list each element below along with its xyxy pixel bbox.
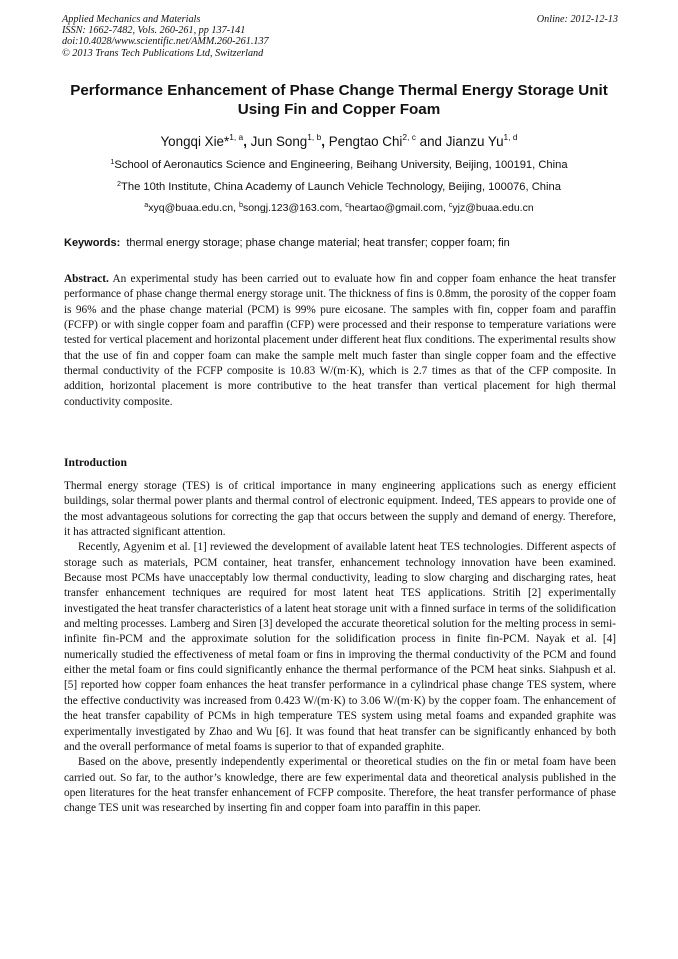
author-separator: , (321, 134, 329, 149)
email-link[interactable]: songj.123@163.com, (242, 202, 346, 214)
copyright-line: © 2013 Trans Tech Publications Ltd, Switzerland (62, 47, 264, 59)
email-link[interactable]: xyq@buaa.edu.cn, (148, 202, 239, 214)
author: Jun Song$^{1, b}$ (250, 132, 322, 149)
author-list (40, 133, 638, 151)
abstract-label: Abstract. (64, 273, 109, 285)
author: Jianzu Yu$^{1, d}$ (445, 132, 518, 149)
keywords-label: Keywords: (64, 237, 121, 249)
paragraph: Recently, Agyenim et al. [1] reviewed the development of available latent heat TES technologies. Different aspects of storage such as materials, PCM container, heat transfer, enhancement technology innovation have been examined. Because most PCMs have unacceptably low thermal conductivity, leading to slow charging and discharging rates, heat transfer enhancement techniques are required for most latent heat TES applications. Stritih [2] experimentally investigated the heat transfer characteristics of a latent heat storage unit with a finned surface in terms of the solidification and melting processes. Lamberg and Siren [3] developed the accurate theoretical solution for the melting process in semi-infinite fin-PCM and the approximate solution for the solidification process in finite fin-PCM. Nayak et al. [4] numerically studied the effectiveness of metal foam or fins in improving the thermal conductivity of the PCM and found either the metal foam or fins could significantly enhance the thermal performance of the PCM heat sinks. Siahpush et al. [5] reported how copper foam enhances the heat transfer performance in a cylindrical phase change TES system, where the effective conductivity was increased from 0.423 W/(m·K) to 3.06 W/(m·K) by the copper foam. The enhancement of the heat transfer capability of PCMs in high temperature TES system using metal foams and expanded graphite was experimentally investigated by Zhao and Wu [6]. It was found that heat transfer can be significantly enhanced by both and the overall performance of metal foams is superior to that of expanded graphite. (64, 541, 616, 753)
journal-name: Applied Mechanics and Materials (62, 14, 201, 25)
publication-header (62, 14, 618, 59)
section-heading-introduction: Introduction (64, 456, 127, 469)
author-separator: , (243, 134, 251, 149)
keywords (64, 236, 616, 250)
paragraph: Based on the above, presently independently experimental or theoretical studies on the fin or metal foam have been carried out. So far, to the author’s knowledge, there are few experimental data and theoretical analysis published in the open literatures for the heat transfer enhancement of FCFP composite. Therefore, the heat transfer performance of phase change TES unit was researched by inserting fin and copper foam into paraffin in this paper. (64, 756, 616, 815)
author-emails: $^a$xyq@buaa.edu.cn, $^b$songj.123@163.com, $^c$heartao@gmail.com, $^c$yjz@buaa.edu.cn (144, 200, 534, 214)
issn-line: ISSN: 1662-7482, Vols. 260-261, pp 137-141 (62, 25, 246, 37)
introduction-body (64, 479, 616, 817)
abstract-text: An experimental study has been carried out to evaluate how fin and copper foam enhance the heat transfer performance of phase change thermal energy storage unit. The thickness of fins is 0.8mm, the porosity of the copper foam is 96% and the phase change material (PCM) is 99% pure eicosane. The samples with fin, copper foam and paraffin (FCFP) or with single copper foam and paraffin (CFP) were processed and their response to temperature variations were tested for vertical placement and horizontal placement under different heat flux conditions. The experimental results show that the use of fin and copper foam can make the sample melt much faster than single copper foam and the effective thermal conductivity of the FCFP composite is 10.83 W/(m·K), which is 2.7 times as that of the CFP composite. In addition, horizontal placement is more contributive to the heat transfer than vertical placement for high thermal conductivity composite. (64, 273, 617, 408)
paper-title: Performance Enhancement of Phase Change Thermal Energy Storage Unit Using Fin and Copper Foam (70, 82, 608, 118)
affiliation-2: $^2$The 10th Institute, China Academy of Launch Vehicle Technology, Beijing, 100076, China (117, 179, 561, 193)
doi-line: doi:10.4028/www.scientific.net/AMM.260-261.137 (62, 36, 269, 48)
abstract (64, 272, 616, 410)
online-date: Online: 2012-12-13 (536, 14, 618, 25)
email-link[interactable]: heartao@gmail.com, (348, 202, 449, 214)
author-separator: and (415, 134, 446, 149)
author: Yongqi Xie*$^{1, a}$ (160, 132, 244, 149)
affiliation-1: $^1$School of Aeronautics Science and Engineering, Beihang University, Beijing, 100191, China (110, 157, 568, 171)
keywords-text: thermal energy storage; phase change material; heat transfer; copper foam; fin (126, 237, 510, 249)
paragraph: Thermal energy storage (TES) is of critical importance in many engineering applications such as energy efficient buildings, solar thermal power plants and thermal control of electronic equipment. Indeed, TES appears to provide one of the most advantageous solutions for correcting the gap that occurs between the supply and demand of energy. Therefore, it has attracted significant attention. (64, 480, 616, 539)
author: Pengtao Chi$^{2, c}$ (328, 132, 416, 149)
email-link[interactable]: yjz@buaa.edu.cn (452, 202, 534, 214)
